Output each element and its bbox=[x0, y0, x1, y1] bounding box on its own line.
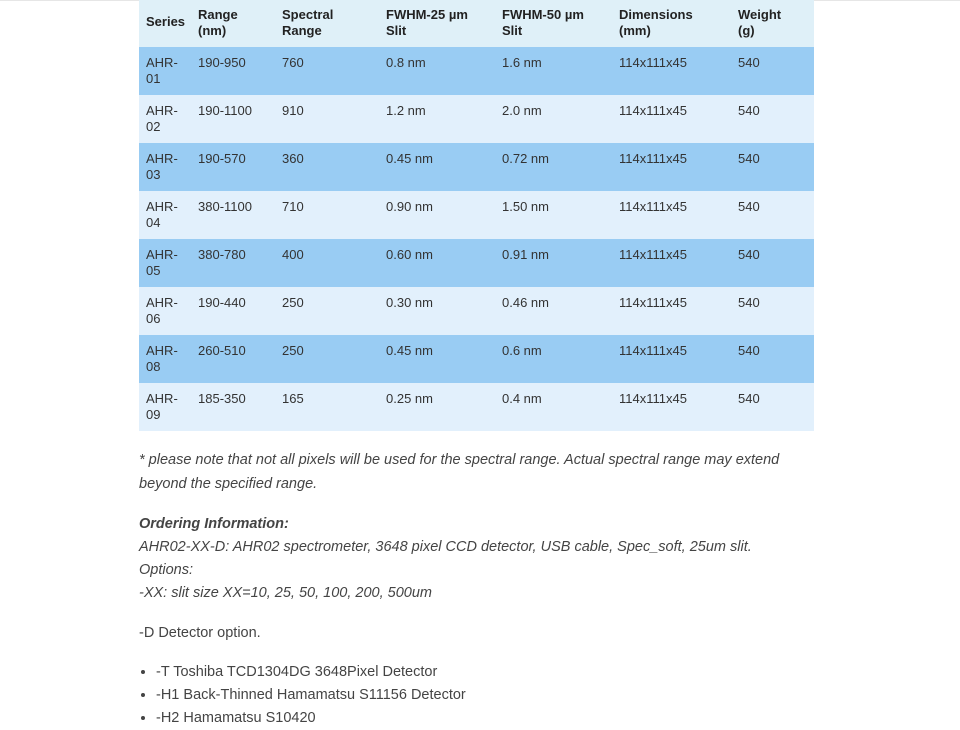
list-item: • -H1 Back-Thinned Hamamatsu S11156 Detector bbox=[156, 684, 815, 707]
header-weight: Weight (g) bbox=[738, 0, 814, 47]
table-row bbox=[139, 191, 814, 239]
cell-series: AHR- 02 bbox=[139, 95, 198, 143]
cell-weight: 540 bbox=[738, 95, 814, 143]
page-content bbox=[139, 0, 815, 730]
header-dimensions: Dimensions (mm) bbox=[619, 0, 738, 47]
ordering-options-label: Options: bbox=[139, 562, 193, 578]
ordering-information bbox=[139, 513, 815, 605]
cell-dimensions: 114x111x45 bbox=[619, 383, 738, 431]
cell-fwhm-50: 0.46 nm bbox=[502, 287, 619, 335]
header-fwhm-25: FWHM-25 µm Slit bbox=[386, 0, 502, 47]
cell-fwhm-25: 0.45 nm bbox=[386, 335, 502, 383]
cell-fwhm-50: 2.0 nm bbox=[502, 95, 619, 143]
cell-dimensions: 114x111x45 bbox=[619, 287, 738, 335]
cell-weight: 540 bbox=[738, 335, 814, 383]
ordering-slit-options: -XX: slit size XX=10, 25, 50, 100, 200, 500um bbox=[139, 585, 432, 601]
cell-fwhm-50: 0.72 nm bbox=[502, 143, 619, 191]
ordering-heading: Ordering Information: bbox=[139, 516, 289, 532]
list-item: • -T Toshiba TCD1304DG 3648Pixel Detector bbox=[156, 661, 815, 684]
cell-series: AHR- 06 bbox=[139, 287, 198, 335]
cell-range: 380-780 bbox=[198, 239, 282, 287]
cell-spectral-range: 910 bbox=[282, 95, 386, 143]
cell-dimensions: 114x111x45 bbox=[619, 95, 738, 143]
cell-dimensions: 114x111x45 bbox=[619, 335, 738, 383]
cell-dimensions: 114x111x45 bbox=[619, 191, 738, 239]
spectrometer-spec-table bbox=[139, 0, 814, 431]
cell-fwhm-25: 0.90 nm bbox=[386, 191, 502, 239]
cell-range: 380-1100 bbox=[198, 191, 282, 239]
cell-weight: 540 bbox=[738, 191, 814, 239]
cell-fwhm-50: 1.6 nm bbox=[502, 47, 619, 95]
cell-weight: 540 bbox=[738, 47, 814, 95]
cell-fwhm-25: 1.2 nm bbox=[386, 95, 502, 143]
header-spectral-range: Spectral Range bbox=[282, 0, 386, 47]
table-row bbox=[139, 47, 814, 95]
cell-spectral-range: 360 bbox=[282, 143, 386, 191]
cell-fwhm-50: 0.4 nm bbox=[502, 383, 619, 431]
cell-spectral-range: 710 bbox=[282, 191, 386, 239]
cell-range: 190-440 bbox=[198, 287, 282, 335]
cell-weight: 540 bbox=[738, 287, 814, 335]
cell-range: 190-950 bbox=[198, 47, 282, 95]
header-fwhm-50: FWHM-50 µm Slit bbox=[502, 0, 619, 47]
cell-series: AHR- 03 bbox=[139, 143, 198, 191]
table-row bbox=[139, 383, 814, 431]
cell-fwhm-25: 0.25 nm bbox=[386, 383, 502, 431]
cell-dimensions: 114x111x45 bbox=[619, 47, 738, 95]
cell-fwhm-50: 1.50 nm bbox=[502, 191, 619, 239]
cell-series: AHR- 04 bbox=[139, 191, 198, 239]
cell-fwhm-25: 0.30 nm bbox=[386, 287, 502, 335]
cell-fwhm-25: 0.8 nm bbox=[386, 47, 502, 95]
cell-fwhm-25: 0.60 nm bbox=[386, 239, 502, 287]
header-series: Series bbox=[139, 0, 198, 47]
cell-spectral-range: 760 bbox=[282, 47, 386, 95]
cell-range: 190-1100 bbox=[198, 95, 282, 143]
table-row bbox=[139, 239, 814, 287]
table-row bbox=[139, 335, 814, 383]
cell-spectral-range: 165 bbox=[282, 383, 386, 431]
table-row bbox=[139, 287, 814, 335]
table-row bbox=[139, 143, 814, 191]
cell-range: 260-510 bbox=[198, 335, 282, 383]
spectral-range-note: * please note that not all pixels will be used for the spectral range. Actual spectral range may extend beyond the specified range. bbox=[139, 452, 780, 492]
cell-weight: 540 bbox=[738, 143, 814, 191]
cell-fwhm-25: 0.45 nm bbox=[386, 143, 502, 191]
cell-weight: 540 bbox=[738, 239, 814, 287]
cell-range: 185-350 bbox=[198, 383, 282, 431]
header-range: Range (nm) bbox=[198, 0, 282, 47]
cell-fwhm-50: 0.91 nm bbox=[502, 239, 619, 287]
ordering-line: AHR02-XX-D: AHR02 spectrometer, 3648 pixel CCD detector, USB cable, Spec_soft, 25um slit. bbox=[139, 539, 752, 555]
cell-series: AHR- 05 bbox=[139, 239, 198, 287]
cell-spectral-range: 250 bbox=[282, 287, 386, 335]
cell-series: AHR- 08 bbox=[139, 335, 198, 383]
cell-dimensions: 114x111x45 bbox=[619, 239, 738, 287]
cell-weight: 540 bbox=[738, 383, 814, 431]
detector-list bbox=[139, 661, 815, 730]
cell-series: AHR- 09 bbox=[139, 383, 198, 431]
cell-spectral-range: 400 bbox=[282, 239, 386, 287]
list-item: • -H2 Hamamatsu S10420 bbox=[156, 707, 815, 730]
cell-spectral-range: 250 bbox=[282, 335, 386, 383]
cell-fwhm-50: 0.6 nm bbox=[502, 335, 619, 383]
table-row bbox=[139, 95, 814, 143]
table-header-row bbox=[139, 0, 814, 47]
cell-range: 190-570 bbox=[198, 143, 282, 191]
cell-dimensions: 114x111x45 bbox=[619, 143, 738, 191]
detector-option: -D Detector option. bbox=[139, 625, 261, 641]
cell-series: AHR- 01 bbox=[139, 47, 198, 95]
